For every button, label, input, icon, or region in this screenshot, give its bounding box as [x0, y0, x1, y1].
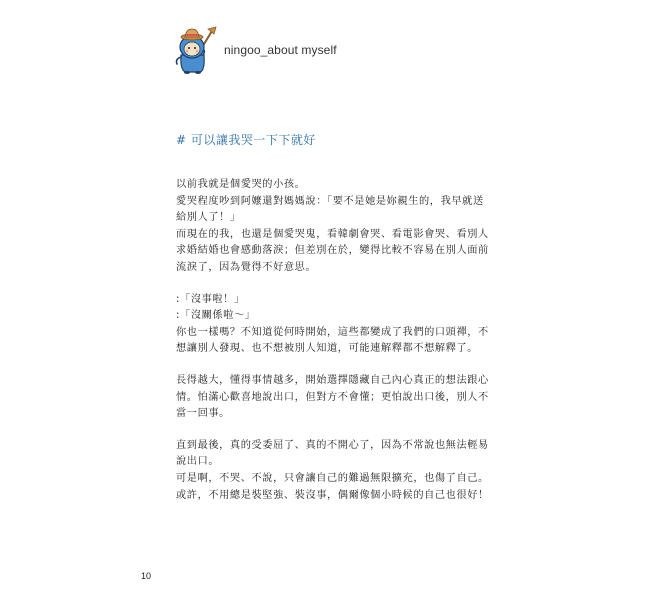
text-line: 求婚結婚也會感動落淚；但差別在於，變得比較不容易在別人面前: [176, 245, 489, 257]
text-line: 情。怕滿心歡喜地說出口，但對方不會懂；更怕說出口後，別人不: [176, 391, 489, 403]
text-line: 你也一樣嗎？不知道從何時開始，這些都變成了我們的口頭禪，不: [176, 326, 489, 338]
text-line: 可是啊，不哭、不說，只會讓自己的難過無限擴充，也傷了自己。: [176, 472, 489, 484]
body-text: [176, 177, 489, 504]
mascot-character-icon: [168, 25, 218, 75]
text-line: :「沒事啦！」: [176, 293, 245, 305]
text-line: 直到最後，真的受委屈了、真的不開心了，因為不常說也無法輕易: [176, 439, 489, 451]
text-line: 以前我就是個愛哭的小孩。: [176, 179, 306, 190]
paragraph-gap: [176, 423, 486, 438]
text-line: 給別人了！」: [176, 212, 241, 224]
paragraph-gap: [176, 277, 486, 292]
paragraph: [176, 373, 489, 423]
text-line: 或許，不用總是裝堅強、裝沒事，偶爾像個小時候的自己也很好！: [176, 489, 489, 501]
paragraph: [176, 438, 489, 504]
section-heading: # 可以讓我哭一下下就好: [176, 133, 316, 147]
header-title: ningoo_about myself: [224, 43, 337, 57]
text-line: 流淚了，因為覺得不好意思。: [176, 261, 317, 273]
text-line: 當一回事。: [176, 408, 230, 420]
text-line: :「沒關係啦～」: [176, 310, 256, 322]
text-line: 長得越大，懂得事情越多，開始選擇隱藏自己內心真正的想法跟心: [176, 374, 489, 386]
page-number: 10: [141, 571, 152, 581]
paragraph: [176, 292, 489, 358]
text-line: 說出口。: [176, 456, 220, 468]
paragraph: [176, 177, 489, 277]
text-line: 愛哭程度吵到阿嬤還對媽媽說：「要不是她是妳親生的，我早就送: [176, 195, 484, 207]
paragraph-gap: [176, 358, 486, 373]
page-header: [168, 25, 337, 75]
text-line: 而現在的我，也還是個愛哭鬼，看韓劇會哭、看電影會哭、看別人: [176, 228, 489, 240]
text-line: 想讓別人發現、也不想被別人知道，可能連解釋都不想解釋了。: [176, 343, 479, 355]
